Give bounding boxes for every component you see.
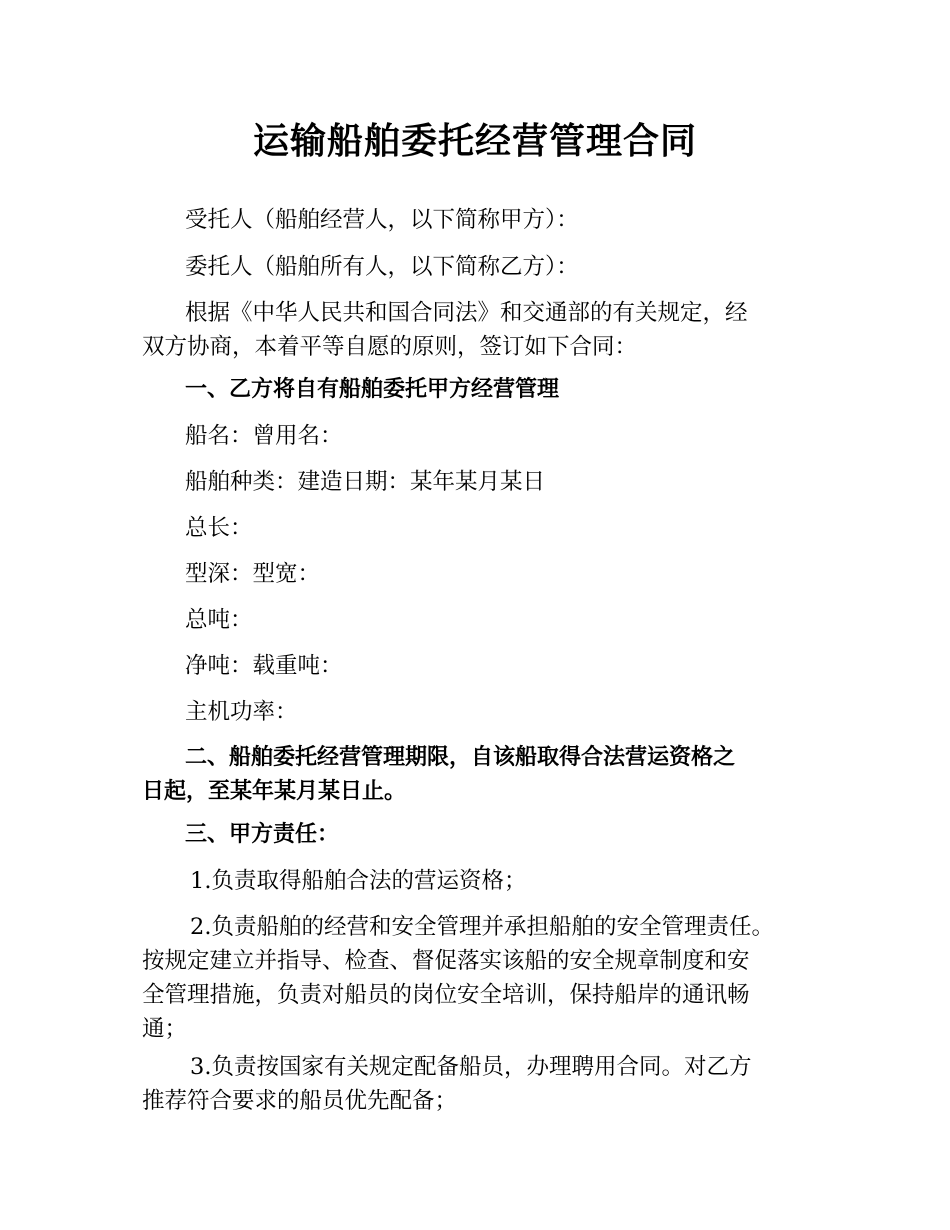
section-1-heading: 一、乙方将自有船舶委托甲方经营管理 [185,377,560,402]
item-3-line-2: 推荐符合要求的船员优先配备； [142,1088,458,1114]
section-2-line-1: 二、船舶委托经营管理期限，自该船取得合法营运资格之 [185,745,736,770]
item-2-line-1: 2.负责船舶的经营和安全管理并承担船舶的安全管理责任。 [190,914,774,940]
document-title: 运输船舶委托经营管理合同 [252,121,697,162]
field-ship-name: 船名：曾用名： [185,423,343,449]
section-3-heading: 三、甲方责任： [185,822,340,847]
field-gross-tonnage: 总吨： [185,607,253,633]
preamble-paragraph [142,296,812,364]
field-net-tonnage: 净吨：载重吨： [185,653,343,679]
section-3-item-1: 1.负责取得船舶合法的营运资格； [190,868,527,894]
section-3-item-3 [142,1050,812,1118]
field-depth-width: 型深：型宽： [185,561,321,587]
section-2-line-2: 日起，至某年某月某日止。 [142,779,407,804]
item-2-line-4: 通； [142,1016,188,1042]
field-engine-power: 主机功率： [185,699,298,725]
trustor-line: 委托人（船舶所有人，以下简称乙方）： [185,254,579,280]
section-2-paragraph [142,741,812,809]
item-3-line-1: 3.负责按国家有关规定配备船员，办理聘用合同。对乙方 [190,1054,752,1080]
field-length: 总长： [185,515,253,541]
item-2-line-3: 全管理措施，负责对船员的岗位安全培训，保持船岸的通讯畅 [142,982,750,1008]
item-2-line-2: 按规定建立并指导、检查、督促落实该船的安全规章制度和安 [142,948,750,974]
preamble-line-1: 根据《中华人民共和国合同法》和交通部的有关规定，经 [185,300,748,326]
preamble-line-2: 双方协商，本着平等自愿的原则，签订如下合同： [142,334,638,360]
trustee-line: 受托人（船舶经营人，以下简称甲方）： [185,207,579,233]
field-ship-type: 船舶种类：建造日期：某年某月某日 [185,469,546,495]
section-3-item-2 [142,910,812,1046]
